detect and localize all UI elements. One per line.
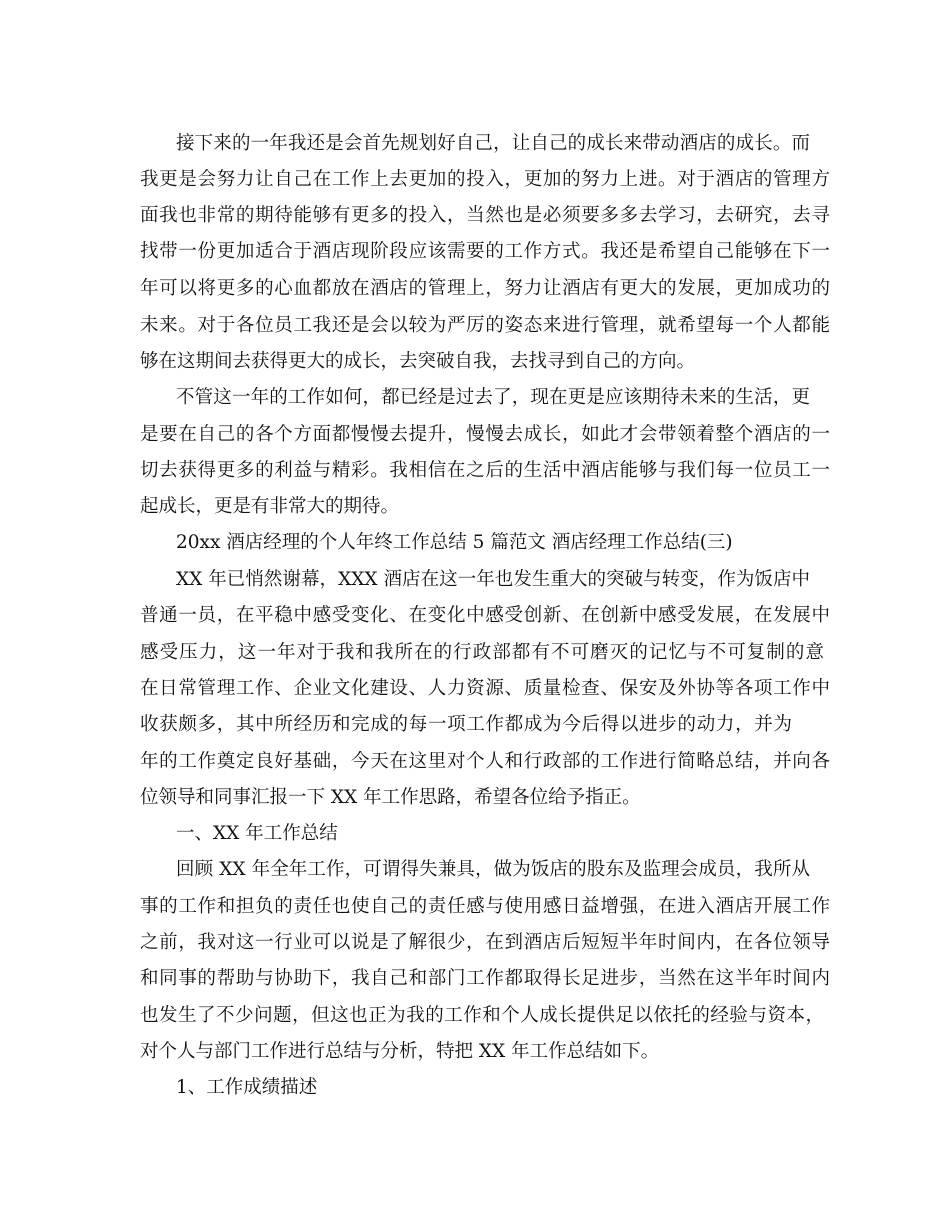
paragraph-line: 切去获得更多的利益与精彩。我相信在之后的生活中酒店能够与我们每一位员工一 [140,460,830,481]
paragraph-line: 之前，我对这一行业可以说是了解很少，在到酒店后短短半年时间内，在各位领导 [140,932,830,953]
paragraph-line: 够在这期间去获得更大的成长，去突破自我，去找寻到自己的方向。 [140,351,696,372]
section-heading: 1、工作成绩描述 [176,1077,318,1098]
paragraph-line: 未来。对于各位员工我还是会以较为严厉的姿态来进行管理，就希望每一个人都能 [140,315,830,336]
paragraph-line: 是要在自己的各个方面都慢慢去提升，慢慢去成长，如此才会带领着整个酒店的一 [140,424,830,445]
paragraph-line: 对个人与部门工作进行总结与分析，特把 XX 年工作总结如下。 [140,1041,660,1062]
paragraph-line: 我更是会努力让自己在工作上去更加的投入，更加的努力上进。对于酒店的管理方 [140,169,830,190]
paragraph-line: 位领导和同事汇报一下 XX 年工作思路，希望各位给予指正。 [140,787,641,808]
paragraph-line: 和同事的帮助与协助下，我自己和部门工作都取得长足进步，当然在这半年时间内 [140,968,830,989]
paragraph-line: 面我也非常的期待能够有更多的投入，当然也是必须要多多去学习，去研究，去寻 [140,205,830,226]
paragraph-line: 接下来的一年我还是会首先规划好自己，让自己的成长来带动酒店的成长。而 [176,133,810,154]
paragraph-line: 找带一份更加适合于酒店现阶段应该需要的工作方式。我还是希望自己能够在下一 [140,241,830,262]
paragraph-line: 也发生了不少问题，但这也正为我的工作和个人成长提供足以依托的经验与资本， [140,1005,824,1026]
section-heading: 20xx 酒店经理的个人年终工作总结 5 篇范文 酒店经理工作总结(三) [176,532,733,553]
section-heading: 一、XX 年工作总结 [176,823,338,844]
paragraph-line: 年可以将更多的心血都放在酒店的管理上，努力让酒店有更大的发展，更加成功的 [140,278,830,299]
paragraph-line: 在日常管理工作、企业文化建设、人力资源、质量检查、保安及外协等各项工作中 [140,678,830,699]
paragraph-line: 年的工作奠定良好基础，今天在这里对个人和行政部的工作进行简略总结，并向各 [140,751,830,772]
paragraph-line: 不管这一年的工作如何，都已经是过去了，现在更是应该期待未来的生活，更 [176,387,810,408]
paragraph-line: 回顾 XX 年全年工作，可谓得失兼具，做为饭店的股东及监理会成员，我所从 [176,859,810,880]
paragraph-line: XX 年已悄然谢幕，XXX 酒店在这一年也发生重大的突破与转变，作为饭店中 [176,569,810,590]
paragraph-line: 起成长，更是有非常大的期待。 [140,496,400,517]
paragraph-line: 收获颇多，其中所经历和完成的每一项工作都成为今后得以进步的动力，并为 [140,714,792,735]
paragraph-line: 事的工作和担负的责任也使自己的责任感与使用感日益增强，在进入酒店开展工作 [140,896,830,917]
paragraph-line: 感受压力，这一年对于我和我所在的行政部都有不可磨灭的记忆与不可复制的意 [140,642,824,663]
paragraph-line: 普通一员，在平稳中感受变化、在变化中感受创新、在创新中感受发展，在发展中 [140,605,830,626]
